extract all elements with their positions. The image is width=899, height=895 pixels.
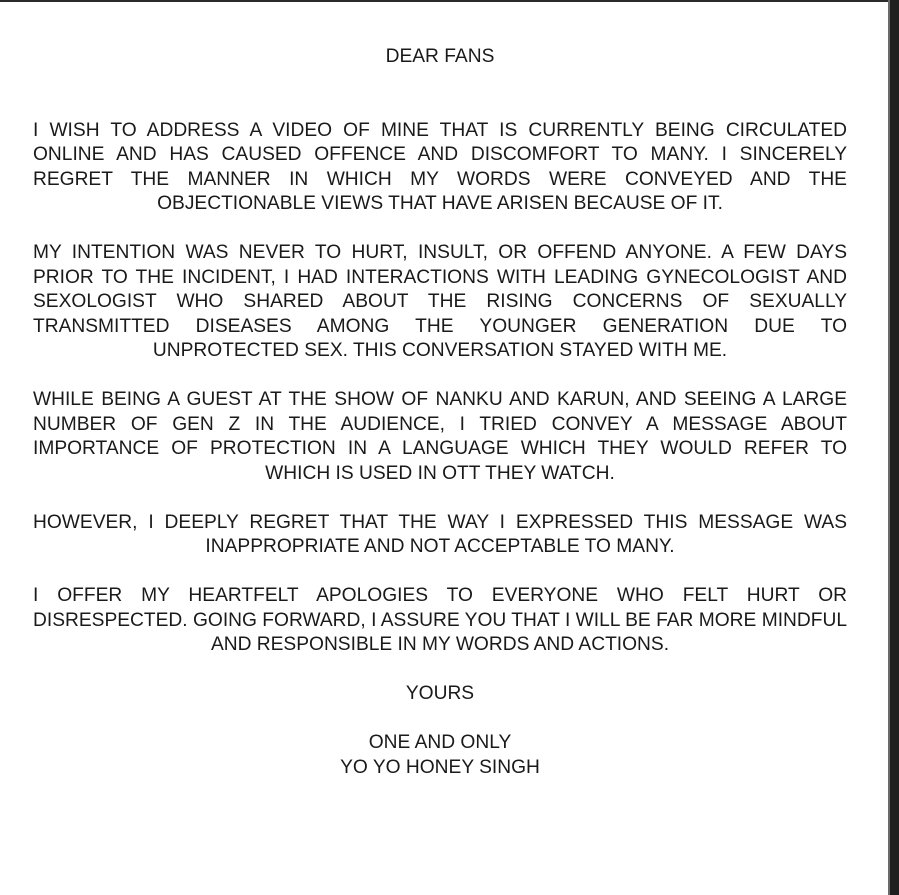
letter-salutation: DEAR FANS: [385, 46, 495, 67]
page-top-border: [0, 0, 888, 2]
page-right-edge: [888, 0, 890, 895]
letter-paragraph-4: HOWEVER, I DEEPLY REGRET THAT THE WAY I EXPRESSED THIS MESSAGE WAS INAPPROPRIATE AND NOT ACCEPTABLE TO MANY.: [33, 511, 847, 557]
apology-letter: [33, 45, 847, 780]
letter-paragraph-5: I OFFER MY HEARTFELT APOLOGIES TO EVERYONE WHO FELT HURT OR DISRESPECTED. GOING FORWARD, I ASSURE YOU THAT I WILL BE FAR MORE MINDFUL AND RESPONSIBLE IN MY WORDS AND ACTIONS.: [33, 585, 847, 655]
letter-paragraph-1: I WISH TO ADDRESS A VIDEO OF MINE THAT IS CURRENTLY BEING CIRCULATED ONLINE AND HAS CAUSED OFFENCE AND DISCOMFORT TO MANY. I SINCERELY REGRET THE MANNER IN WHICH MY WORDS WERE CONVEYED AND THE OBJECTIONABLE VIEWS THAT HAVE ARISEN BECAUSE OF IT.: [33, 119, 847, 214]
letter-signature: [33, 731, 847, 780]
letter-closing: YOURS: [405, 683, 475, 704]
letter-paragraph-2: MY INTENTION WAS NEVER TO HURT, INSULT, OR OFFEND ANYONE. A FEW DAYS PRIOR TO THE INCIDENT, I HAD INTERACTIONS WITH LEADING GYNECOLOGIST AND SEXOLOGIST WHO SHARED ABOUT THE RISING CONCERNS OF SEXUALLY TRANSMITTED DISEASES AMONG THE YOUNGER GENERATION DUE TO UNPROTECTED SEX. THIS CONVERSATION STAYED WITH ME.: [33, 242, 847, 361]
letter-paragraph-3: WHILE BEING A GUEST AT THE SHOW OF NANKU AND KARUN, AND SEEING A LARGE NUMBER OF GEN Z IN THE AUDIENCE, I TRIED CONVEY A MESSAGE ABOUT IMPORTANCE OF PROTECTION IN A LANGUAGE WHICH THEY WOULD REFER TO WHICH IS USED IN OTT THEY WATCH.: [33, 389, 847, 484]
signature-line-1: ONE AND ONLY: [368, 732, 512, 753]
signature-name: YO YO HONEY SINGH: [340, 756, 540, 778]
